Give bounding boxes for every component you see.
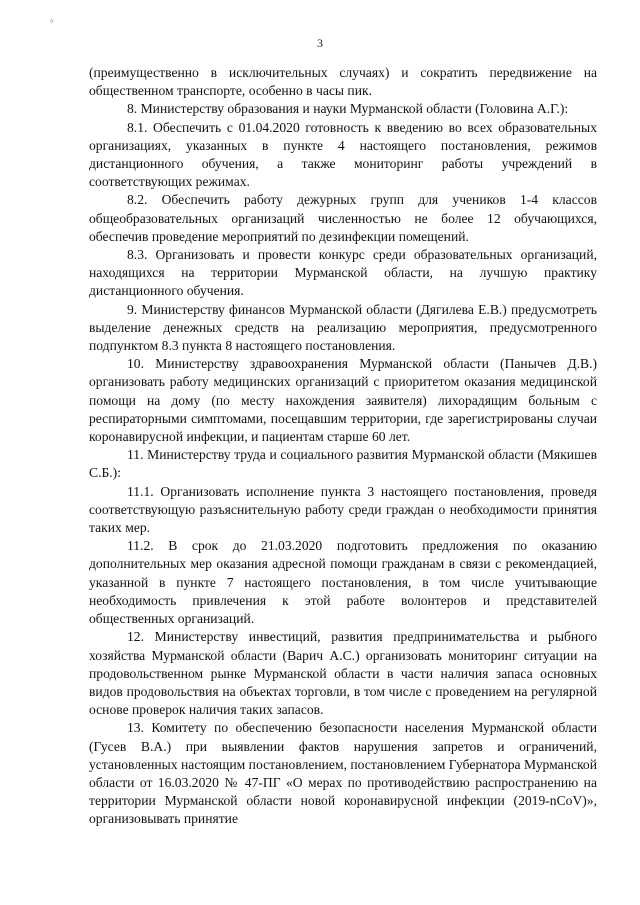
paragraph-item-8-3: 8.3. Организовать и провести конкурс среди образовательных организаций, находящихся на территории Мурманской области, на лучшую практику дистанционного обучения. bbox=[89, 247, 597, 299]
document-body bbox=[89, 64, 597, 829]
paragraph-item-11-1: 11.1. Организовать исполнение пункта 3 настоящего постановления, проведя соответствующую разъяснительную работу среди граждан о необходимости принятия таких мер. bbox=[89, 483, 597, 536]
paragraph-item-11-2: 11.2. В срок до 21.03.2020 подготовить предложения по оказанию дополнительных мер оказания адресной помощи гражданам в связи с рекомендацией, указанной в пункте 7 настоящего постановления, в том числе учитывающие необходимость привлечения к этой работе волонтеров и представителей общественных организаций. bbox=[89, 538, 597, 627]
paragraph-item-8-1: 8.1. Обеспечить с 01.04.2020 готовность к введению во всех образовательных организациях, указанных в пункте 4 настоящего постановления, режимов дистанционного обучения, а также мониторинг работы учреждений в соответствующих режимах. bbox=[89, 119, 597, 190]
paragraph-item-8: 8. Министерству образования и науки Мурманской области (Головина А.Г.): bbox=[127, 101, 569, 117]
paragraph-item-11: 11. Министерству труда и социального развития Мурманской области (Мякишев С.Б.): bbox=[89, 447, 597, 481]
page-number: 3 bbox=[317, 36, 323, 50]
paragraph-continuation: (преимущественно в исключительных случаях) и сократить передвижение на общественном транспорте, особенно в часы пик. bbox=[89, 65, 597, 99]
paragraph-item-10: 10. Министерству здравоохранения Мурманской области (Панычев Д.В.) организовать работу медицинских организаций с приоритетом оказания медицинской помощи на дому (по месту нахождения заявителя) лихорадящим больным с респираторными симптомами, посещавшим территории, где зарегистрированы случаи коронавирусной инфекции, и пациентам старше 60 лет. bbox=[89, 356, 597, 445]
paragraph-item-9: 9. Министерству финансов Мурманской области (Дягилева Е.В.) предусмотреть выделение денежных средств на реализацию мероприятия, предусмотренного подпунктом 8.3 пункта 8 настоящего постановления. bbox=[89, 301, 597, 354]
paragraph-item-12: 12. Министерству инвестиций, развития предпринимательства и рыбного хозяйства Мурманской области (Варич А.С.) организовать мониторинг ситуации на продовольственном рынке Мурманской области в части наличия запаса основных видов продовольствия на объектах торговли, в том числе с проведением на регулярной основе проверок наличия таких запасов. bbox=[89, 629, 597, 718]
paragraph-item-13: 13. Комитету по обеспечению безопасности населения Мурманской области (Гусев В.А.) при выявлении фактов нарушения запретов и ограничений, установленных настоящим постановлением, постановлением Губернатора Мурманской области от 16.03.2020 № 47-ПГ «О мерах по противодействию распространению на территории Мурманской области новой коронавирусной инфекции (2019-nCoV)», организовывать принятие bbox=[89, 720, 597, 827]
paragraph-item-8-2: 8.2. Обеспечить работу дежурных групп для учеников 1-4 классов общеобразовательных организаций численностью не более 12 обучающихся, обеспечив проведение мероприятий по дезинфекции помещений. bbox=[89, 192, 597, 244]
corner-mark: ° bbox=[50, 18, 54, 28]
